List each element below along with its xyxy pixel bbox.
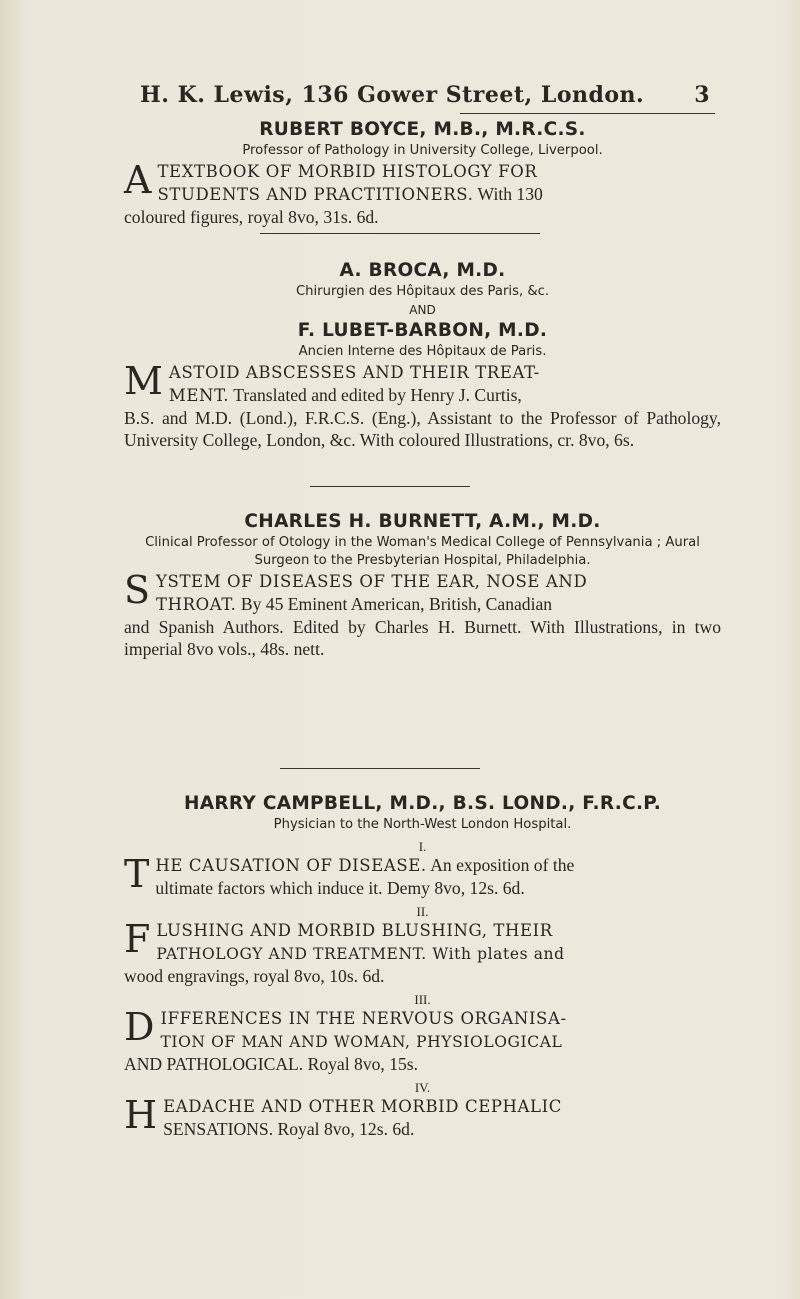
book-details: B.S. and M.D. (Lond.), F.R.C.S. (Eng.), Assistant to the Professor of Pathology, University College, London, &c. With coloured Illustrations, cr. 8vo, 6s.: [124, 408, 721, 450]
work-numeral: II.: [416, 904, 429, 919]
entry-broca: [124, 259, 721, 451]
book-details-line2: With 130: [473, 184, 543, 204]
drop-cap: D: [124, 1005, 155, 1049]
book-title-line2: MENT.: [168, 386, 230, 405]
author-name: HARRY CAMPBELL, M.D., B.S. LOND., F.R.C.P.: [183, 793, 662, 814]
book-description: [124, 361, 721, 451]
work-numeral: I.: [418, 839, 427, 854]
book-title-line1: HE CAUSATION OF DISEASE.: [155, 856, 427, 875]
book-title-line2: STUDENTS AND PRACTITIONERS.: [157, 185, 474, 204]
author-affiliation: Professor of Pathology in University College, Liverpool.: [242, 143, 603, 158]
book-description: [124, 854, 721, 899]
book-title-line1: ASTOID ABSCESSES AND THEIR TREAT-: [168, 363, 540, 382]
author-affiliation: Chirurgien des Hôpitaux des Paris, &c.: [295, 284, 550, 299]
author-name-2: F. LUBET-BARBON, M.D.: [297, 320, 548, 341]
entry-boyce: [124, 118, 721, 228]
work-3: [124, 993, 721, 1075]
work-1: [124, 840, 721, 899]
book-details: wood engravings, royal 8vo, 10s. 6d.: [124, 966, 385, 986]
book-details-line2: By 45 Eminent American, British, Canadian: [236, 594, 553, 614]
book-details-line2: ultimate factors which induce it. Demy 8vo, 12s. 6d.: [155, 878, 525, 898]
author-name: RUBERT BOYCE, M.B., M.R.C.S.: [259, 119, 586, 140]
book-title-line1: TEXTBOOK OF MORBID HISTOLOGY FOR: [157, 162, 538, 181]
book-description: [124, 160, 721, 228]
work-numeral: IV.: [414, 1080, 431, 1095]
entry-campbell: [124, 792, 721, 1140]
page-number: 3: [694, 82, 710, 108]
drop-cap: A: [124, 158, 152, 202]
work-numeral: III.: [414, 992, 431, 1007]
drop-cap: S: [124, 568, 151, 612]
book-title-line1: LUSHING AND MORBID BLUSHING, THEIR: [156, 921, 553, 940]
author-name: A. BROCA, M.D.: [339, 260, 506, 281]
author-affiliation-2: Ancien Interne des Hôpitaux de Paris.: [298, 344, 547, 359]
book-title-line2: PATHOLOGY AND TREATMENT. With plates and: [156, 945, 565, 963]
book-title-line2: THROAT.: [156, 595, 237, 614]
work-2: [124, 905, 721, 987]
book-title-line1: EADACHE AND OTHER MORBID CEPHALIC: [163, 1097, 562, 1116]
separator-rule: [260, 233, 540, 234]
separator-rule: [310, 486, 470, 487]
book-details: AND PATHOLOGICAL. Royal 8vo, 15s.: [124, 1054, 419, 1074]
running-head: [140, 82, 710, 108]
separator-rule: [280, 768, 480, 769]
drop-cap: F: [124, 917, 151, 961]
book-title-line2: TION OF MAN AND WOMAN, PHYSIOLOGICAL: [160, 1033, 563, 1051]
book-description: [124, 1095, 721, 1140]
book-details-line2: SENSATIONS. Royal 8vo, 12s. 6d.: [163, 1119, 415, 1139]
drop-cap: H: [124, 1093, 158, 1137]
and-label: AND: [409, 303, 436, 317]
book-description: [124, 919, 721, 987]
drop-cap: M: [124, 359, 163, 403]
book-details-line1: An exposition of the: [426, 855, 575, 875]
author-name: CHARLES H. BURNETT, A.M., M.D.: [244, 511, 601, 532]
author-affiliation: Physician to the North-West London Hospital.: [273, 817, 572, 832]
header-rule: [460, 113, 715, 114]
running-head-title: H. K. Lewis, 136 Gower Street, London.: [140, 82, 645, 108]
work-4: [124, 1081, 721, 1140]
book-details: and Spanish Authors. Edited by Charles H. Burnett. With Illustrations, in two imperial 8vo vols., 48s. nett.: [124, 617, 721, 659]
book-details: coloured figures, royal 8vo, 31s. 6d.: [124, 207, 379, 227]
book-title-line1: YSTEM OF DISEASES OF THE EAR, NOSE AND: [156, 572, 588, 591]
entry-burnett: [124, 510, 721, 660]
author-affiliation: Clinical Professor of Otology in the Woman's Medical College of Pennsylvania ; Aural Surgeon to the Presbyterian Hospital, Philadelphia.: [145, 535, 700, 568]
drop-cap: T: [124, 852, 150, 896]
book-description: [124, 570, 721, 660]
book-title-line1: IFFERENCES IN THE NERVOUS ORGANISA-: [160, 1009, 567, 1028]
book-details-line2: Translated and edited by Henry J. Curtis,: [229, 385, 522, 405]
book-description: [124, 1007, 721, 1075]
